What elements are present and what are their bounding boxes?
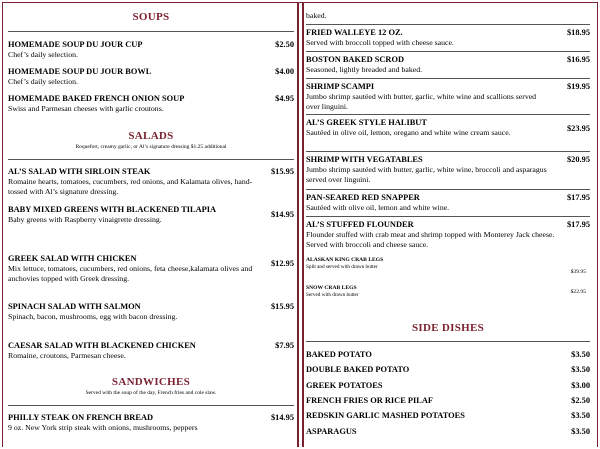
menu-item [306, 220, 590, 250]
item-description: Sautéed with olive oil, lemon and white wine. [306, 203, 450, 212]
item-price: $3.50 [571, 365, 590, 374]
menu-item-small [306, 257, 590, 275]
item-price: $4.95 [275, 94, 294, 103]
item-price: $7.95 [275, 341, 294, 350]
item-name: ASPARAGUS [306, 427, 357, 436]
item-price: $39.95 [570, 269, 586, 275]
menu-item [306, 193, 590, 213]
menu-item [8, 302, 294, 322]
side-dishes-heading: SIDE DISHES [411, 322, 485, 334]
salads-note: Roquefort, creamy garlic, or Al’s signature dressing $1.25 additional [75, 144, 227, 150]
divider [8, 159, 294, 160]
item-description: Sautéed in olive oil, lemon, oregano and white wine cream sauce. [306, 128, 511, 137]
salads-heading: SALADS [128, 130, 174, 142]
item-name: HOMEMADE SOUP DU JOUR CUP [8, 40, 143, 49]
menu-item-small [306, 285, 590, 299]
item-price: $4.00 [275, 67, 294, 76]
item-description: Flounder stuffed with crab meat and shrimp topped with Monterey Jack cheese. Served with broccoli and cheese sauce. [306, 230, 555, 249]
menu-item [8, 254, 294, 284]
item-price: $18.95 [566, 28, 590, 37]
item-name: HOMEMADE SOUP DU JOUR BOWL [8, 67, 152, 76]
item-name: AL’S STUFFED FLOUNDER [306, 220, 414, 229]
menu-item [8, 167, 294, 197]
item-price: $17.95 [566, 220, 590, 229]
item-price: $15.95 [270, 302, 294, 311]
sandwiches-note: Served with the soup of the day, French fries and cole slaw. [85, 390, 217, 396]
menu-item [8, 67, 294, 87]
item-price: $2.50 [275, 40, 294, 49]
menu-item [8, 341, 294, 361]
item-description: Mix lettuce, tomatoes, cucumbers, red onions, feta cheese,kalamata olives and anchovies topped with Greek dressing. [8, 264, 253, 283]
menu-item [306, 28, 590, 48]
item-name: PHILLY STEAK ON FRENCH BREAD [8, 413, 154, 422]
soups-heading: SOUPS [132, 11, 170, 23]
item-name: GREEK POTATOES [306, 381, 383, 390]
menu-item [8, 205, 294, 225]
item-description: Jumbo shrimp sautéed with butter, garlic, white wine and scallions served over linguini. [306, 92, 537, 111]
item-price: $3.50 [571, 427, 590, 436]
menu-item [8, 94, 294, 114]
divider [8, 405, 294, 406]
frame-right [597, 2, 598, 447]
column-divider [302, 2, 304, 447]
item-description: 9 oz. New York strip steak with onions, mushrooms, peppers [8, 423, 198, 432]
divider [306, 151, 590, 152]
item-name: ALASKAN KING CRAB LEGS [306, 257, 384, 263]
sandwiches-heading: SANDWICHES [111, 376, 191, 388]
item-price: $22.95 [570, 289, 586, 295]
item-description: Served with broccoli topped with cheese sauce. [306, 38, 454, 47]
frame-left [2, 2, 3, 447]
item-price: $17.95 [566, 193, 590, 202]
item-price: $20.95 [566, 155, 590, 164]
item-description: Romaine, croutons, Parmesan cheese. [8, 351, 126, 360]
item-price: $14.95 [270, 413, 294, 422]
divider [306, 78, 590, 79]
item-description: Chef’s daily selection. [8, 77, 78, 86]
divider [306, 341, 590, 342]
menu-item [306, 82, 590, 112]
item-price: $15.95 [270, 167, 294, 176]
item-name: SNOW CRAB LEGS [306, 285, 357, 291]
menu-item [8, 40, 294, 60]
continued-text: baked. [306, 11, 327, 20]
item-name: REDSKIN GARLIC MASHED POTATOES [306, 411, 465, 420]
item-name: FRIED WALLEYE 12 OZ. [306, 28, 403, 37]
item-name: SHRIMP SCAMPI [306, 82, 375, 91]
item-price: $3.00 [571, 381, 590, 390]
side-item [306, 350, 590, 360]
divider [306, 51, 590, 52]
item-name: PAN-SEARED RED SNAPPER [306, 193, 420, 202]
item-description: Spinach, bacon, mushrooms, egg with bacon dressing. [8, 312, 178, 321]
divider [8, 31, 294, 32]
menu-item [306, 55, 590, 75]
item-name: SHRIMP WITH VEGATABLES [306, 155, 423, 164]
side-item [306, 381, 590, 391]
item-description: Served with drawn butter [306, 292, 359, 298]
item-price: $23.95 [566, 124, 590, 133]
item-name: BABY MIXED GREENS WITH BLACKENED TILAPIA [8, 205, 217, 214]
item-name: AL’S GREEK STYLE HALIBUT [306, 118, 427, 127]
side-item [306, 411, 590, 421]
item-description: Swiss and Parmesan cheeses with garlic croutons. [8, 104, 164, 113]
menu-item [8, 413, 294, 433]
item-description: Romaine hearts, tomatoes, cucumbers, red onions, and Kalamata olives, hand-tossed with Al’s signature dressing. [8, 177, 253, 196]
side-item [306, 365, 590, 375]
item-price: $16.95 [566, 55, 590, 64]
item-name: CAESAR SALAD WITH BLACKENED CHICKEN [8, 341, 196, 350]
item-description: Baby greens with Raspberry vinaigrette dressing. [8, 215, 162, 224]
side-item [306, 396, 590, 406]
item-price: $2.50 [571, 396, 590, 405]
menu-item [306, 118, 590, 138]
item-description: Split and served with drawn butter [306, 264, 378, 270]
divider [306, 216, 590, 217]
item-price: $3.50 [571, 411, 590, 420]
item-name: FRENCH FRIES OR RICE PILAF [306, 396, 434, 405]
menu-item [306, 155, 590, 185]
item-name: HOMEMADE BAKED FRENCH ONION SOUP [8, 94, 185, 103]
divider [306, 114, 590, 115]
item-name: DOUBLE BAKED POTATO [306, 365, 410, 374]
column-divider [297, 2, 299, 447]
frame-top [2, 2, 598, 3]
item-name: SPINACH SALAD WITH SALMON [8, 302, 141, 311]
item-name: AL’S SALAD WITH SIRLOIN STEAK [8, 167, 151, 176]
item-description: Jumbo shrimp sautéed with butter, garlic, white wine, broccoli and asparagus served over linguini. [306, 165, 547, 184]
item-description: Seasoned, lightly breaded and baked. [306, 65, 423, 74]
item-name: BOSTON BAKED SCROD [306, 55, 405, 64]
item-price: $3.50 [571, 350, 590, 359]
item-description: Chef’s daily selection. [8, 50, 78, 59]
side-item [306, 427, 590, 437]
item-price: $12.95 [270, 259, 294, 268]
divider [306, 24, 590, 25]
item-price: $19.95 [566, 82, 590, 91]
divider [306, 189, 590, 190]
item-name: GREEK SALAD WITH CHICKEN [8, 254, 137, 263]
item-name: BAKED POTATO [306, 350, 372, 359]
item-price: $14.95 [270, 210, 294, 219]
